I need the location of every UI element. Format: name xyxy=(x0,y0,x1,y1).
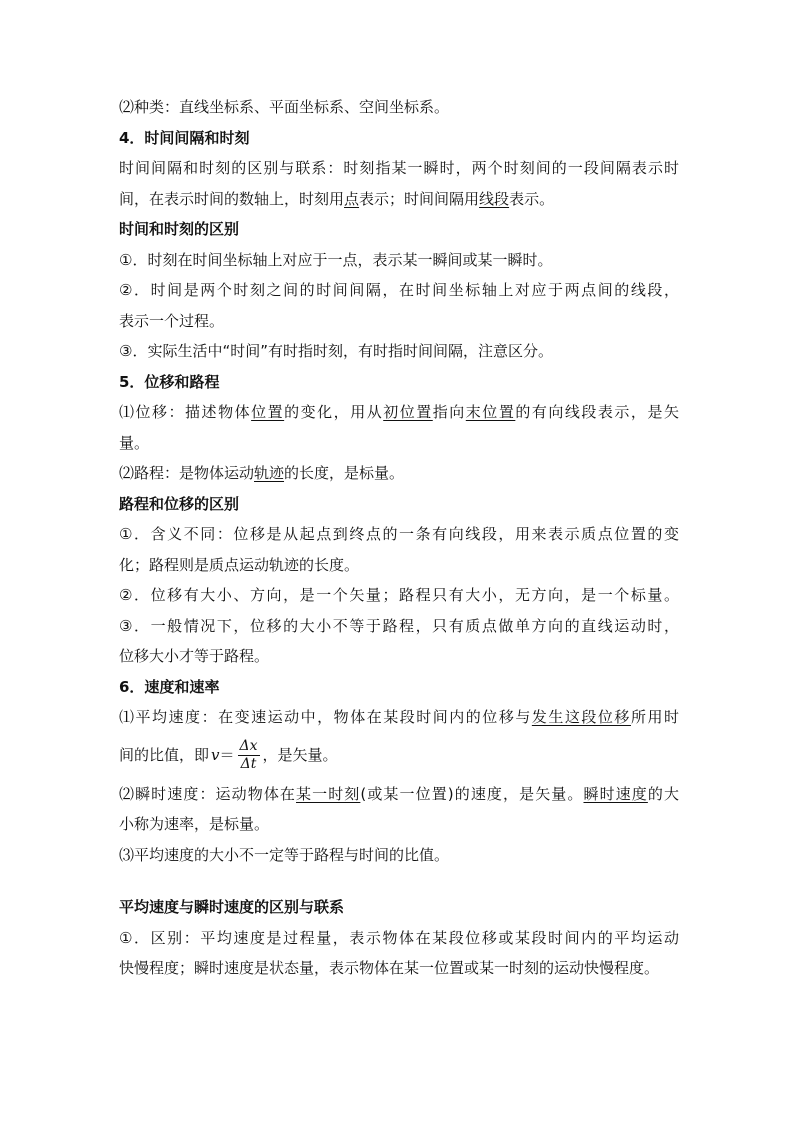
underlined-term: 线段 xyxy=(479,189,510,208)
text: 指向 xyxy=(432,403,466,421)
equals-sign: ＝ xyxy=(219,746,235,765)
underlined-term: 某一时刻 xyxy=(296,784,361,803)
text: 的长度，是标量。 xyxy=(284,464,405,482)
coordinate-types-line: ⑵种类：直线坐标系、平面坐标系、空间坐标系。 xyxy=(119,98,450,116)
section-heading-4: 4．时间间隔和时刻 xyxy=(119,128,250,147)
text: 的有向线段表示，是矢 xyxy=(515,403,679,421)
subheading-time-vs-moment: 时间和时刻的区别 xyxy=(119,220,240,238)
paragraph-line: 量。 xyxy=(119,433,150,452)
section-heading-5: 5．位移和路程 xyxy=(119,372,220,391)
paragraph-line xyxy=(119,458,679,489)
paragraph-line xyxy=(119,779,679,810)
velocity-fraction xyxy=(238,738,260,773)
section-heading-6: 6．速度和速率 xyxy=(119,677,220,696)
fraction-denominator: Δt xyxy=(240,756,257,772)
text: ⑴平均速度：在变速运动中，物体在某段时间内的位移与 xyxy=(119,708,532,726)
underlined-term: 末位置 xyxy=(465,403,516,421)
text: ⑵路程：是物体运动 xyxy=(119,464,255,482)
list-item: ③．实际生活中“时间”有时指时刻，有时指时间间隔，注意区分。 xyxy=(119,342,553,360)
velocity-variable: v xyxy=(211,746,220,765)
list-item-continuation: 表示一个过程。 xyxy=(119,311,225,330)
paragraph-line xyxy=(119,184,679,215)
list-item: ①．时刻在时间坐标轴上对应于一点，表示某一瞬间或某一瞬时。 xyxy=(119,250,553,269)
text: 所用时 xyxy=(630,708,679,726)
list-item-continuation: 化；路程则是质点运动轨迹的长度。 xyxy=(119,555,360,574)
list-item: ①．含义不同：位移是从起点到终点的一条有向线段，用来表示质点位置的变 xyxy=(119,525,679,543)
underlined-term: 发生这段位移 xyxy=(531,708,631,726)
text: ⑴位移：描述物体 xyxy=(119,403,252,421)
text: (或某一位置)的速度，是矢量。 xyxy=(360,784,584,803)
spacer xyxy=(119,870,679,892)
fraction-numerator: Δx xyxy=(239,738,258,754)
subheading-avg-vs-instant-velocity: 平均速度与瞬时速度的区别与联系 xyxy=(119,898,345,916)
text: 表示。 xyxy=(509,189,555,208)
list-item: ①．区别：平均速度是过程量，表示物体在某段位移或某段时间内的平均运动 xyxy=(119,928,679,947)
list-item-continuation: 快慢程度；瞬时速度是状态量，表示物体在某一位置或某一时刻的运动快慢程度。 xyxy=(119,959,660,977)
subheading-path-vs-displacement: 路程和位移的区别 xyxy=(119,494,240,513)
paragraph-line: ⑶平均速度的大小不一定等于路程与时间的比值。 xyxy=(119,845,450,864)
list-item: ②．时间是两个时刻之间的时间间隔，在时间坐标轴上对应于两点间的线段， xyxy=(119,281,679,299)
underlined-term: 瞬时速度 xyxy=(583,784,648,803)
document-page xyxy=(119,92,679,984)
underlined-term: 初位置 xyxy=(383,403,433,421)
underlined-term: 位置 xyxy=(251,403,285,421)
text: 间，在表示时间的数轴上，时刻用 xyxy=(119,189,345,208)
underlined-term: 轨迹 xyxy=(254,464,285,482)
text: 间的比值，即 xyxy=(119,746,210,765)
paragraph-line xyxy=(119,702,679,733)
list-item-continuation: 位移大小才等于路程。 xyxy=(119,647,270,665)
underlined-term: 点 xyxy=(344,189,360,208)
paragraph-line: 小称为速率，是标量。 xyxy=(119,815,270,833)
text: ，是矢量。 xyxy=(262,746,338,765)
paragraph-line xyxy=(119,397,679,428)
formula-line xyxy=(119,733,679,779)
list-item: ②．位移有大小、方向，是一个矢量；路程只有大小，无方向，是一个标量。 xyxy=(119,586,679,604)
list-item: ③．一般情况下，位移的大小不等于路程，只有质点做单方向的直线运动时， xyxy=(119,616,679,635)
paragraph-line: 时间间隔和时刻的区别与联系：时刻指某一瞬时，两个时刻间的一段间隔表示时 xyxy=(119,159,679,177)
text: ⑵瞬时速度：运动物体在 xyxy=(119,784,297,803)
text: 的大 xyxy=(647,784,679,803)
text: 表示；时间间隔用 xyxy=(359,189,480,208)
text: 的变化，用从 xyxy=(284,403,384,421)
